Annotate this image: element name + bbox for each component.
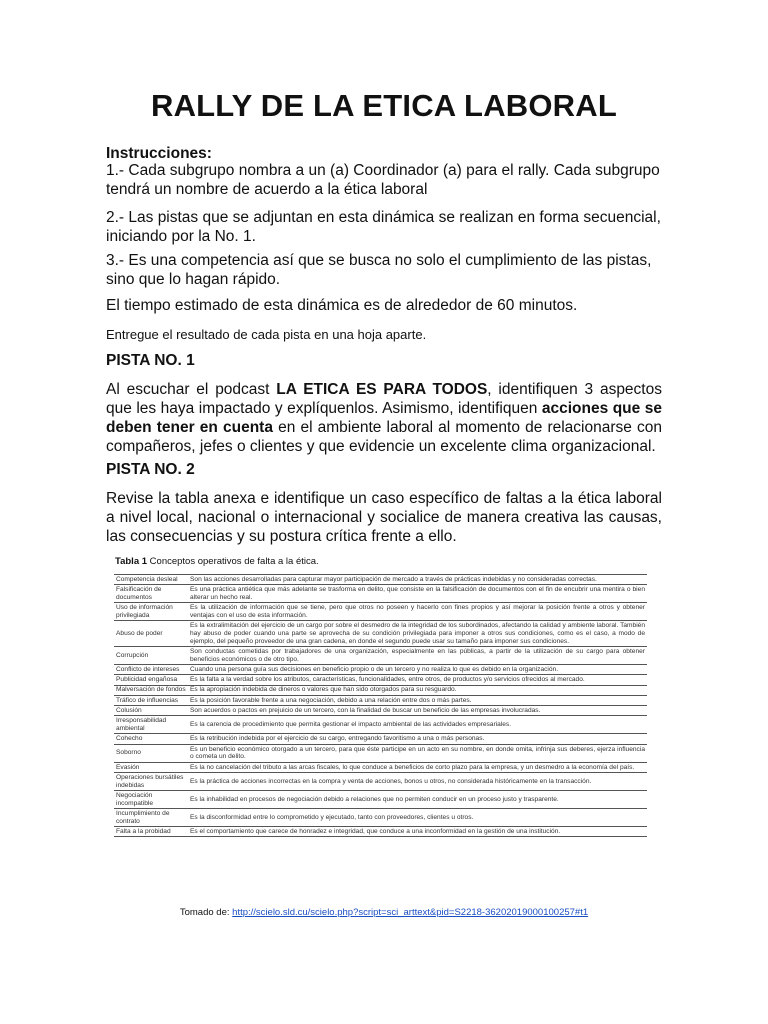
table-caption-label: Tabla 1 [115, 556, 148, 567]
concept-term: Negociación incompatible [114, 791, 188, 809]
table-row [114, 773, 647, 791]
table-row [114, 665, 647, 675]
table-row [114, 762, 647, 772]
concept-term: Competencia desleal [114, 575, 188, 585]
concept-term: Soborno [114, 744, 188, 762]
concept-definition: Cuando una persona guía sus decisiones en beneficio propio o de un tercero y no realiza lo que es debido en la organización. [188, 665, 647, 675]
concept-definition: Son acuerdos o pactos en prejuicio de un tercero, con la finalidad de buscar un beneficio de las empresas involucradas. [188, 706, 647, 716]
concept-definition: Es un beneficio económico otorgado a un tercero, para que éste participe en un acto en su nombre, en donde omita, infrinja sus deberes, ejerza influencia o cometa un delito. [190, 745, 645, 761]
concept-term: Falsificación de documentos [114, 585, 188, 603]
pista-1-text-1: Al escuchar el podcast [106, 381, 277, 398]
concept-definition: Es la carencia de procedimiento que permita gestionar el impacto ambiental de las actividades empresariales. [188, 716, 647, 734]
concept-definition: Es la extralimitación del ejercicio de un cargo por sobre el desmedro de la integridad de los subordinados, afectando la calidad y ambiente laboral. También hay abuso de poder cuando una parte se aprovecha de su condición privilegiada para imponer a otros sus condiciones, como es el caso, a modo de ejemplo, del pequeño proveedor de una gran cadena, en donde el segundo puede usar su tamaño para imponer sus condiciones. [190, 622, 645, 645]
pista-2-text: Revise la tabla anexa e identifique un caso específico de faltas a la ética laboral a nivel local, nacional o internacional y socialice de manera creativa las causas, las consecuencias y su postura crítica frente a ello. [106, 490, 662, 545]
delivery-note: Entregue el resultado de cada pista en una hoja aparte. [106, 327, 427, 342]
concept-definition: Es la posición favorable frente a una negociación, debido a una relación entre dos o más partes. [188, 695, 647, 705]
table-row [114, 744, 647, 762]
concept-term: Malversación de fondos [114, 685, 188, 695]
concept-definition: Es una práctica antiética que más adelante se trasforma en delito, que consiste en la falsificación de documentos con el fin de encubrir una mentira o bien alterar un hecho real. [190, 586, 645, 601]
concept-definition: Son las acciones desarrolladas para capturar mayor participación de mercado a través de prácticas indebidas y no consideradas correctas. [188, 575, 647, 585]
concept-definition: Es la práctica de acciones incorrectas en la compra y venta de acciones, bonos u otros, no considerada históricamente en la transacción. [188, 773, 647, 791]
actions-emphasis: acciones que se deben tener en cuenta [106, 400, 662, 436]
concept-term: Tráfico de influencias [114, 695, 188, 705]
table-row [114, 734, 647, 744]
concept-definition: Es la no cancelación del tributo a las arcas fiscales, lo que conduce a beneficios de corto plazo para la empresa, y un desmedro a la economía del país. [188, 762, 647, 772]
table-row [114, 706, 647, 716]
pista-2-heading: PISTA NO. 2 [106, 461, 195, 478]
source-citation [0, 907, 768, 918]
page-title: RALLY DE LA ETICA LABORAL [151, 88, 617, 123]
concept-term: Operaciones bursátiles indebidas [114, 773, 188, 791]
concept-term: Cohecho [114, 734, 188, 744]
table-row [114, 695, 647, 705]
concept-term: Colusión [114, 706, 188, 716]
table-row [114, 647, 647, 665]
pista-1-text-2: , identifiquen 3 aspectos que les haya impactado y explíquenlos. Asimismo, identifiquen [106, 381, 662, 417]
concept-term: Irresponsabilidad ambiental [114, 716, 188, 734]
source-label: Tomado de: [179, 907, 233, 918]
table-row [114, 809, 647, 827]
table-row [114, 716, 647, 734]
concept-definition: Es la retribución indebida por el ejercicio de su cargo, entregando favoritismo a una o más personas. [188, 734, 647, 744]
table-caption [115, 556, 319, 567]
concept-term: Publicidad engañosa [114, 675, 188, 685]
concept-term: Evasión [114, 762, 188, 772]
table-row [114, 675, 647, 685]
concept-definition: Es la falta a la verdad sobre los atributos, características, funcionalidades, entre otros, de productos y/o servicios ofrecidos al mercado. [188, 675, 647, 685]
instruction-1: 1.- Cada subgrupo nombra a un (a) Coordinador (a) para el rally. Cada subgrupo tendrá un nombre de acuerdo a la ética laboral [106, 162, 660, 198]
concept-definition: Es la apropiación indebida de dineros o valores que han sido otorgados para su resguardo. [188, 685, 647, 695]
instruction-3: 3.- Es una competencia así que se busca no solo el cumplimiento de las pistas, sino que lo hagan rápido. [106, 252, 652, 288]
pista-1-heading: PISTA NO. 1 [106, 352, 195, 369]
concept-term: Conflicto de intereses [114, 665, 188, 675]
instruction-2: 2.- Las pistas que se adjuntan en esta dinámica se realizan en forma secuencial, iniciando por la No. 1. [106, 209, 661, 245]
table-row [114, 685, 647, 695]
ethics-concepts-table [114, 574, 647, 837]
time-estimate: El tiempo estimado de esta dinámica es de alrededor de 60 minutos. [106, 297, 578, 314]
table-row [114, 791, 647, 809]
table-caption-text: Conceptos operativos de falta a la ética. [147, 556, 319, 567]
concept-definition: Es el comportamiento que carece de honradez e integridad, que conduce a una inconformidad en la gestión de una institución. [188, 827, 647, 837]
podcast-title: LA ETICA ES PARA TODOS [276, 381, 488, 398]
pista-1-text [106, 380, 662, 456]
pista-1-text-3: en el ambiente laboral al momento de relacionarse con compañeros, jefes o clientes y que evidencie un excelente clima organizacional. [106, 419, 662, 455]
table-row [114, 621, 647, 647]
instructions-label: Instrucciones: [106, 145, 212, 162]
concept-definition: Es la inhabilidad en procesos de negociación debido a relaciones que no permiten conducir en un proceso justo y trasparente. [188, 791, 647, 809]
concept-definition: Es la utilización de información que se tiene, pero que otros no poseen y hacerlo con fines propios y así mejorar la posición frente a otros y obtener ventajas con el uso de esta información. [190, 604, 645, 619]
table-row [114, 585, 647, 603]
concept-term: Uso de información privilegiada [114, 603, 188, 621]
table-row [114, 827, 647, 837]
source-link[interactable]: http://scielo.sld.cu/scielo.php?script=sci_arttext&pid=S2218-36202019000100257#t1 [232, 907, 589, 918]
concept-term: Falta a la probidad [114, 827, 188, 837]
concept-definition: Son conductas cometidas por trabajadores de una organización, especialmente en las públicas, a partir de la utilización de su cargo para obtener beneficios económicos o de otro tipo. [190, 647, 645, 663]
table-row [114, 603, 647, 621]
concept-term: Abuso de poder [114, 621, 188, 647]
concept-definition: Es la disconformidad entre lo comprometido y ejecutado, tanto con proveedores, clientes u otros. [188, 809, 647, 827]
concept-term: Incumplimiento de contrato [114, 809, 188, 827]
table-row [114, 575, 647, 585]
concept-term: Corrupción [114, 647, 188, 665]
